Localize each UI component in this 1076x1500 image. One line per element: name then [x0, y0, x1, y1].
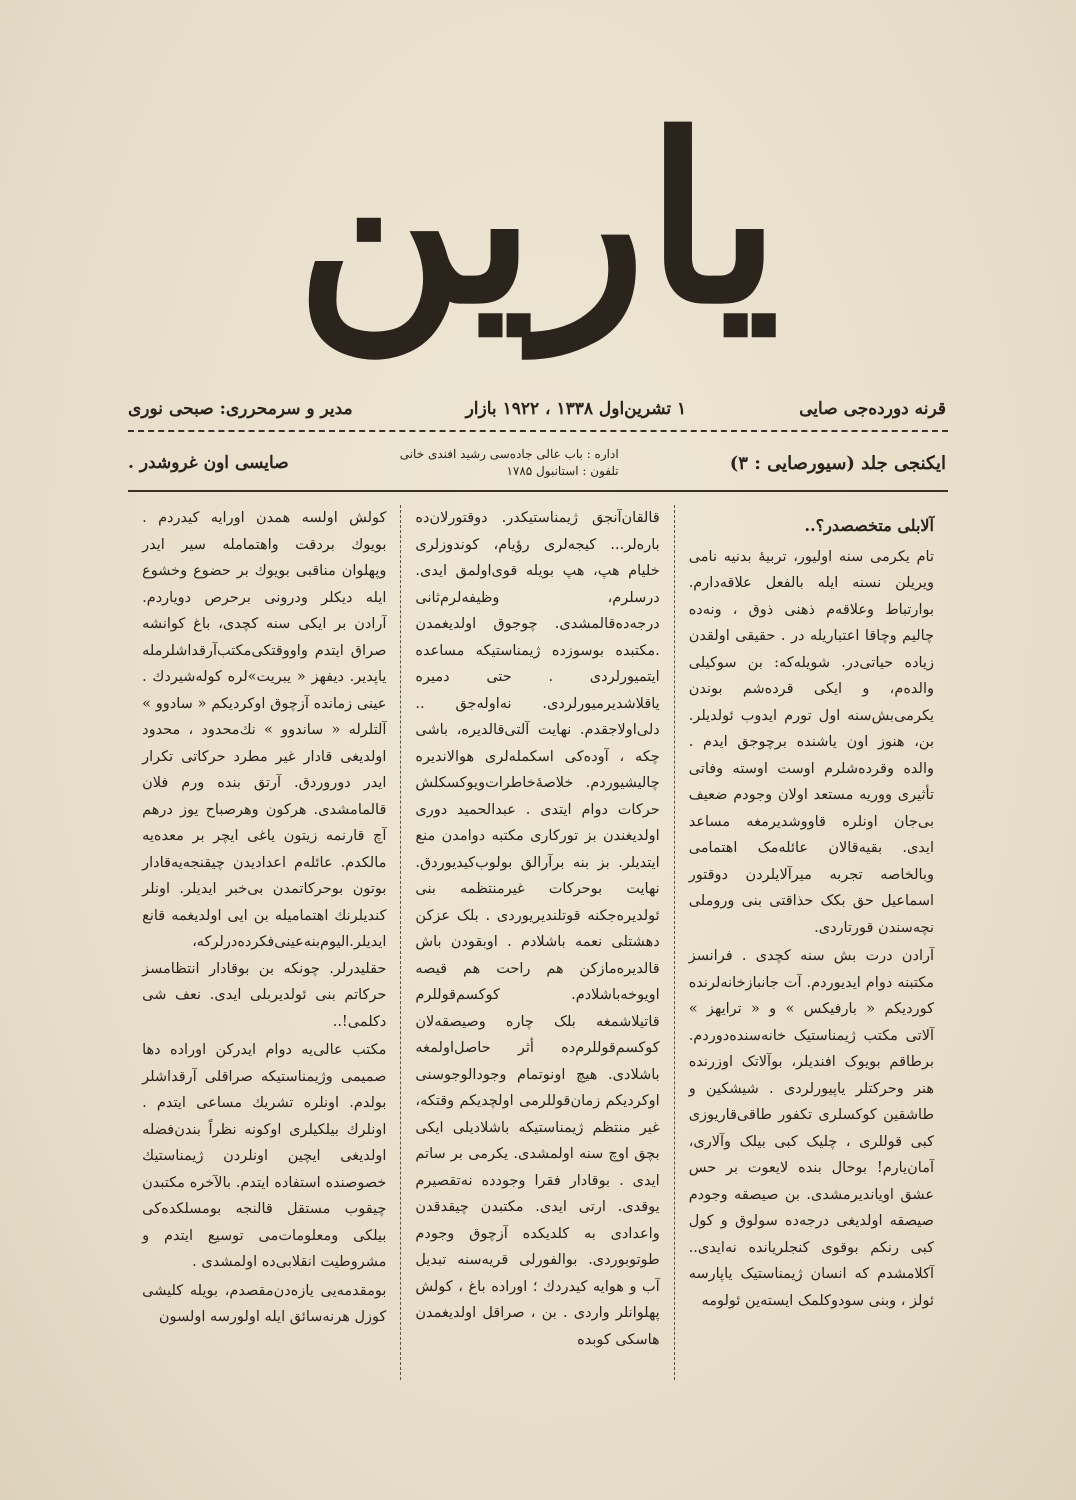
issue-date: ۱ تشرین‌اول ۱۳۳۸ ، ۱۹۲۲ بازار [465, 399, 687, 419]
paragraph: بومقدمه‌یی یازه‌دن‌مقصدم، بویله کلیشی کوزل هرنه‌سائق ایله اولورسه اولسون [142, 1282, 387, 1325]
info-bar [128, 392, 946, 426]
masthead-title: يارين [295, 85, 781, 355]
column-2 [401, 505, 674, 1380]
paragraph: آرادن درت بش سنه کچدی . فرانسز مکتبنه دوام ایدیوردم. آت جانبازخانه‌لرنده کوردیکم « بارفیکس » و « ترایهز » آلاتی مکتب ژیمناستیک خانه‌سنده‌دوردم. برطاقم بویوک افندیلر، بوآلاتک اوزرنده هنر وحرکتلر یاپیورلردی . شیشکین و طاشقین کوکسلری تکفور طاقی‌قاریوزی کبی قوللری ، چلیک کبی بیلک وآلاری، آمان‌یارم! بوحال بنده لایعوت بر حس عشق اویاندیرمشدی. بن صیصقه وجودم صیصقه اولدیغی درجه‌ده سولوق و کول کبی رنکم بوقوی کنجلریانده نه‌ایدی.. آکلامشدم که انسان ژیمناستیک یاپارسه ئولز ، وبنی سودوکلمک ایسته‌ین ئولومه [688, 948, 934, 1309]
dashed-divider [128, 430, 948, 432]
admin-line-1: اداره : باب عالی جاده‌سی رشید افندی خانی [399, 447, 619, 461]
paragraph: تام یکرمی سنه اولیور، تربیهٔ بدنیه نامی ویریلن نسنه ایله بالفعل علاقه‌دارم. بوارتباط وعلاقه‌م ذهنی ذوق ، ونه‌ده چالیم وچاقا اعتباریله در . حقیقی اولقدن زیاده حیاتی‌در. شویله‌که: بن سوکیلی والده‌م، و ایکی قرده‌شم بوندن یکرمی‌بش‌سنه اول تورم ایدوب ئولدیلر. بن، هنوز اون یاشنده برچوجق ایدم . والده وقرده‌شلرم اوست اوسته وفاتی تأثیری ووریه مستعد اولان وجودم ضعیف بی‌جان اونلره قاووشدیرمغه مساعد ایدی. بقیه‌قالان عائله‌مک اهتمامی وبالخاصه تجربه میرآلایلردن دوقتور اسماعیل حق بکک حذاقتی بنی وروملی نچه‌سندن قورتاردی. [688, 548, 934, 936]
paragraph: مکتب عالی‌یه دوام ایدرکن اوراده دها صمیمی وژیمناستیکه صراقلی آرقداشلر بولدم. اونلره تشریك مساعی ایتدم . اونلرك بیلکیلری اوکونه نظراً بندن‌فضله اولدیغی ایچین اونلردن ژیمناستیك خصوصنده استفاده ایتدم. بالآخره مکتبدن چیقوب مستقل قالنجه بومسلکده‌کی بیلکی ومعلومات‌می توسیع ایتدم و مشروطیت انقلابی‌ده اولمشدی . [142, 1042, 387, 1270]
editor-label: مدیر و سرمحرری: صبحی نوری [128, 399, 353, 419]
sub-bar [128, 440, 946, 486]
publisher-label: قرنه‌ دورده‌جی صایی [799, 399, 946, 419]
price-label: صایسی اون غروشدر . [128, 453, 289, 473]
column-3 [128, 505, 401, 1380]
article-heading: آلابلی متخصصدر؟.. [804, 516, 934, 535]
admin-address [400, 446, 619, 480]
admin-line-2: تلفون : استانبول ۱۷۸۵ [506, 464, 619, 478]
paragraph: کولش اولسه همدن اورایه کیدردم . بویوك بردقت واهتمامله سیر ایدر وپهلوان مناقبی بویوك بر حضوع وخشوع ایله دیکلر ودرونی برحرص دویاردم. آرادن بر ایکی سنه کچدی، باغ کوانشه صراق ایتدم واووقتکی‌مکتب‌آرقداشلرمله یاپدیر. دیفهز « یبریت‌»لره کوله‌شیردك . عینی زمانده آزچوق اوکردیکم « سادوو » آلتلرله « ساندوو » نك‌محدود ، محدود اولدیغی قادار غیر مطرد حرکاتی تکرار ایدر دوروردق. آرتق بنده ورم فلان قالمامشدی. هرکون وهرصباح یوز درهم آچ قارنمه زیتون یاغی ایچر بر معده‌یه مالکدم. عائله‌م اعدادیدن چیقنجه‌یه‌قادار بوتون بوحرکاتمدن بی‌خبر ایدیلر. اونلر کندیلرنك اهتمامیله بن ایی اولدیغمه قانع ایدیلر.الیوم‌بنه‌عینی‌فکرده‌درلرکه، حقلیدرلر. چونکه بن بوقادار انتظامسز حرکاتم بنی ئولدیربلی ایدی. نعف شی دکلمی!.. [142, 510, 387, 1030]
paragraph: قالقان‌آنجق ژیمناستیکدر. دوقتورلان‌ده باره‌لر... کیجه‌لری رؤیام، کوندوزلری خلیام هپ، هپ بویله قوی‌اولمق ایدی. درسلرم، وظیفه‌لرم‌ثانی‌ درجه‌ده‌قالمشدی. چوجوق اولدیغمدن .مکتبده بوسوزده ژیمناستیکه مساعده ایتمیورلردی . حتی دمیره یاقلاشدیرمیورلردی. نه‌اوله‌جق .. دلی‌اولاجقدم. نهایت آلتی‌قالدیره، باشی چکه ، آوده‌کی اسکمله‌لری هوالاندیره چالیشیوردم. خلاصهٔ‌خاطرات‌ویوکسکلش حرکات دوام ایتدی . عبدالحمید دوری اولدیغندن بز تورکاری مکتبه دوامدن منع ایتدیلر. بز بنه برآرالق بولوب‌کیدیوردق. نهایت بوحرکات غیرمنتظمه بنی ئولدیره‌جکنه قوتلندیریوردی . بلک عزکن دهشتلی نعمه باشلادم . اوبقودن باش قالدیره‌مازکن هم راحت هم قیصه اویوخه‌باشلادم. کوکسم‌قوللرم قاتیلاشمغه بلک چاره وصیصقه‌لان کوکسم‌قوللرم‌ده أثر حاصل‌اولمغه باشلادی. هیچ اونوتمام وجودالوجوسنی اوکردیکم زمان‌قوللرمی اولچدیکم وقتکه، غیر منتظم ژیمناستیکه باشلادیلی ایکی بچق اوچ سنه اولمشدی. یکرمی بر ساتم ایدی . بوقادار فقرا وجودده نه‌تقصیرم یوقدی. ارتی ایدی. مکتبدن چیقدقدن واعدادی‌ به کلدیکده آزچوق وجودم طوتوبوردی. بوالفورلی قریه‌سنه تبدیل آب و هوایه کیدردك ؛ اوراده باغ ، کولش پهلوانلر واردی . بن ، صراقل اولدیغمدن هاسکی کوبده [415, 510, 660, 1348]
column-1 [675, 505, 948, 1380]
volume-label: ایکنجی جلد (سیورصایی : ۳) [729, 452, 946, 474]
solid-divider [128, 490, 948, 492]
article-columns [128, 505, 948, 1380]
